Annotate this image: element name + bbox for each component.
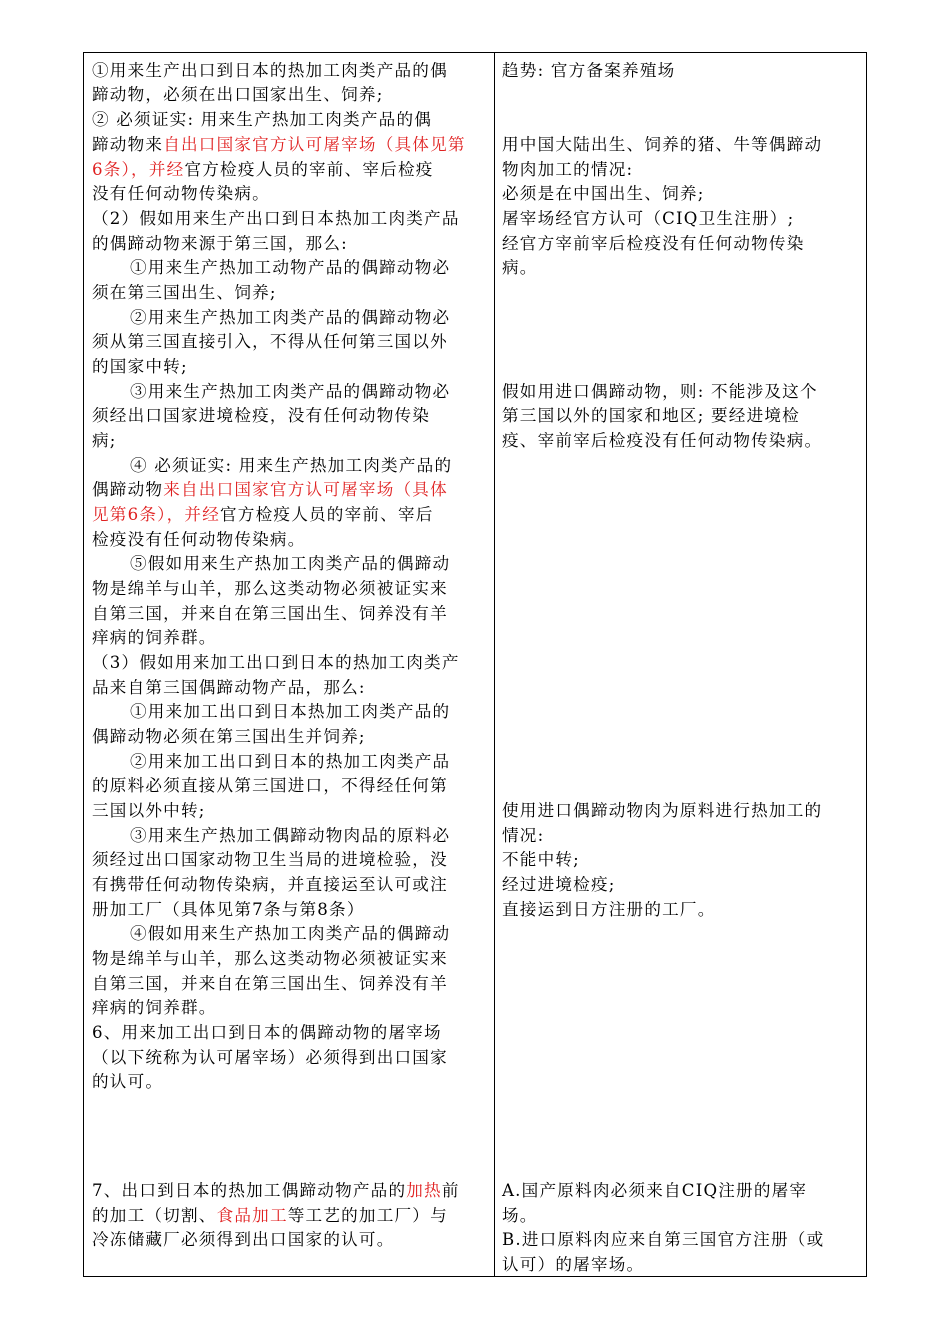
regulation-line [92,133,466,157]
regulation-line [92,947,448,971]
regulation-line [130,750,450,774]
text-segment: ①用来加工出口到日本热加工肉类产品的 [130,702,451,721]
text-segment: 的认可。 [92,1072,164,1091]
text-segment: 病。 [502,258,538,277]
note-line [502,158,633,182]
text-segment: 检疫没有任何动物传染病。 [92,530,306,549]
highlighted-text: 见第6条），并经 [92,505,221,524]
note-line [502,232,805,256]
text-segment: 须经出口国家进境检疫，没有任何动物传染 [92,406,431,425]
regulation-line [92,972,448,996]
regulation-line [92,725,366,749]
regulation-line [92,1021,442,1045]
regulation-line [92,1204,448,1228]
regulation-line [130,824,450,848]
highlighted-text: 6条），并经 [92,160,185,179]
text-segment: 的偶蹄动物来源于第三国，那么: [92,234,348,253]
note-line [502,404,800,428]
regulation-line [130,454,452,478]
text-segment: （2）假如用来生产出口到日本热加工肉类产品 [92,209,460,228]
text-segment: ④假如用来生产热加工肉类产品的偶蹄动 [130,924,451,943]
note-line [502,824,544,848]
regulation-line [130,700,450,724]
text-segment: 6、用来加工出口到日本的偶蹄动物的屠宰场 [92,1023,442,1042]
text-segment: ④ 必须证实: 用来生产热加工肉类产品的 [130,456,453,475]
regulation-line [92,528,306,552]
text-segment: 物是绵羊与山羊，那么这类动物必须被证实来 [92,579,448,598]
regulation-line [92,1228,395,1252]
regulation-line [92,898,365,922]
text-segment: 认可）的屠宰场。 [502,1255,645,1274]
text-segment: 第三国以外的国家和地区; 要经进境检 [502,406,800,425]
text-segment: 使用进口偶蹄动物肉为原料进行热加工的 [502,801,823,820]
text-segment: 须在第三国出生、饲养; [92,283,277,302]
regulation-line [92,232,348,256]
note-line [502,873,616,897]
note-line [502,799,822,823]
regulation-line [92,676,366,700]
note-line [502,133,822,157]
regulation-line [92,207,460,231]
text-segment: 的原料必须直接从第三国进口，不得经任何第 [92,776,448,795]
text-segment: 须经过出口国家动物卫生当局的进境检验，没 [92,850,448,869]
regulation-line [92,848,448,872]
note-line [502,182,705,206]
regulation-line [92,281,277,305]
regulation-line [92,651,460,675]
text-segment: 疫、宰前宰后检疫没有任何动物传染病。 [502,431,823,450]
text-segment: 痒病的饲养群。 [92,628,217,647]
text-segment: 趋势: 官方备案养殖场 [502,61,676,80]
text-segment: 物是绵羊与山羊，那么这类动物必须被证实来 [92,949,448,968]
text-segment: 假如用进口偶蹄动物，则: 不能涉及这个 [502,382,818,401]
note-line [502,59,675,83]
text-segment: 等工艺的加工厂）与 [287,1206,448,1225]
regulation-line [92,108,432,132]
text-segment: 蹄动物来 [92,135,164,154]
text-segment: 用中国大陆出生、饲养的猪、牛等偶蹄动 [502,135,823,154]
text-segment: 官方检疫人员的宰前、宰后 [220,505,434,524]
highlighted-text: 食品加工 [216,1206,288,1225]
text-segment: 情况: [502,826,545,845]
regulation-line [92,1046,448,1070]
text-segment: 经官方宰前宰后检疫没有任何动物传染 [502,234,805,253]
regulation-line [92,1179,460,1203]
text-segment: 蹄动物，必须在出口国家出生、饲养; [92,85,384,104]
text-segment: ①用来生产热加工动物产品的偶蹄动物必 [130,258,451,277]
text-segment: ② 必须证实: 用来生产热加工肉类产品的偶 [92,110,433,129]
regulation-line [92,83,384,107]
text-segment: 不能中转; [502,850,580,869]
text-segment: 须从第三国直接引入，不得从任何第三国以外 [92,332,448,351]
regulation-line [92,355,188,379]
text-segment: 物肉加工的情况: [502,160,634,179]
text-segment: 前 [441,1181,460,1200]
note-line [502,1228,824,1252]
text-segment: ②用来加工出口到日本的热加工肉类产品 [130,752,451,771]
regulation-line [92,59,448,83]
regulation-line [92,503,434,527]
text-segment: 自第三国，并来自在第三国出生、饲养没有羊 [92,604,448,623]
note-line [502,1253,644,1277]
regulation-line [92,602,448,626]
regulation-line [130,306,450,330]
text-segment: ②用来生产热加工肉类产品的偶蹄动物必 [130,308,451,327]
text-segment: 痒病的饲养群。 [92,998,217,1017]
highlighted-text: 来自出口国家官方认可屠宰场（具体 [163,480,448,499]
regulation-line [92,330,448,354]
regulation-line [92,774,448,798]
note-line [502,380,818,404]
regulation-line [92,182,270,206]
column-divider [494,53,495,1276]
regulation-line [130,256,450,280]
text-segment: 经过进境检疫; [502,875,616,894]
regulation-line [92,158,434,182]
note-line [502,1179,807,1203]
text-segment: 官方检疫人员的宰前、宰后检疫 [184,160,434,179]
text-segment: （3）假如用来加工出口到日本的热加工肉类产 [92,653,460,672]
regulation-line [92,873,448,897]
regulation-line [92,429,117,453]
text-segment: 有携带任何动物传染病，并直接运至认可或注 [92,875,448,894]
text-segment: 册加工厂（具体见第7条与第8条） [92,900,365,919]
text-segment: 品来自第三国偶蹄动物产品，那么: [92,678,366,697]
text-segment: B.进口原料肉应来自第三国官方注册（或 [502,1230,825,1249]
note-line [502,898,716,922]
text-segment: ③用来生产热加工肉类产品的偶蹄动物必 [130,382,451,401]
text-segment: ⑤假如用来生产热加工肉类产品的偶蹄动 [130,554,451,573]
regulation-line [130,922,450,946]
note-line [502,429,822,453]
text-segment: ③用来生产热加工偶蹄动物肉品的原料必 [130,826,451,845]
text-segment: 的国家中转; [92,357,188,376]
text-segment: （以下统称为认可屠宰场）必须得到出口国家 [92,1048,448,1067]
text-segment: 的加工（切割、 [92,1206,217,1225]
regulation-line [92,799,206,823]
text-segment: 病; [92,431,117,450]
highlighted-text: 自出口国家官方认可屠宰场（具体见第 [163,135,466,154]
note-line [502,256,538,280]
comparison-table [83,52,867,1277]
text-segment: 三国以外中转; [92,801,206,820]
text-segment: 没有任何动物传染病。 [92,184,270,203]
regulation-line [92,626,217,650]
note-line [502,1204,538,1228]
text-segment: 场。 [502,1206,538,1225]
regulation-line [92,577,448,601]
regulation-line [92,996,217,1020]
text-segment: 直接运到日方注册的工厂。 [502,900,716,919]
text-segment: 自第三国，并来自在第三国出生、饲养没有羊 [92,974,448,993]
text-segment: 屠宰场经官方认可（CIQ卫生注册）; [502,209,795,228]
note-line [502,207,794,231]
regulation-line [130,380,450,404]
regulation-line [92,404,430,428]
text-segment: A.国产原料肉必须来自CIQ注册的屠宰 [502,1181,808,1200]
highlighted-text: 加热 [406,1181,442,1200]
regulation-line [92,478,448,502]
text-segment: 冷冻储藏厂必须得到出口国家的认可。 [92,1230,395,1249]
text-segment: 7、出口到日本的热加工偶蹄动物产品的 [92,1181,407,1200]
text-segment: 必须是在中国出生、饲养; [502,184,705,203]
text-segment: ①用来生产出口到日本的热加工肉类产品的偶 [92,61,448,80]
note-line [502,848,580,872]
interpretation-notes-cell [502,53,858,1276]
regulation-text-cell [92,53,488,1276]
regulation-line [130,552,450,576]
regulation-line [92,1070,163,1094]
text-segment: 偶蹄动物 [92,480,164,499]
text-segment: 偶蹄动物必须在第三国出生并饲养; [92,727,366,746]
